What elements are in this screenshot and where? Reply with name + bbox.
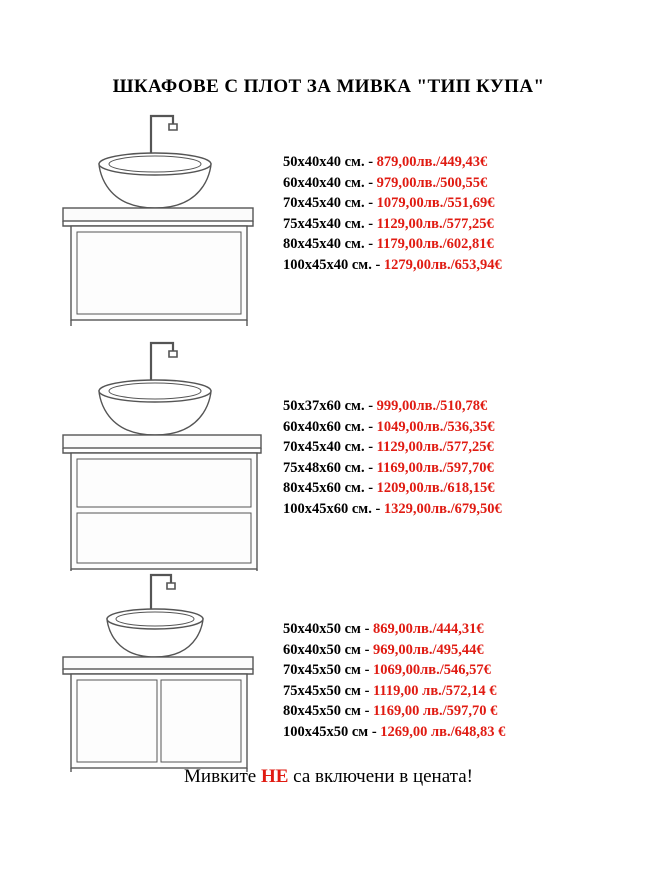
price-row [283,722,505,743]
footer-note [0,766,657,788]
dimension-label: 100x45x50 см - [283,723,381,740]
price-row [283,701,505,722]
dimension-label: 80x45x40 см. - [283,236,377,252]
vanity-unit-two-doors [55,573,275,773]
page-title: ШКАФОВЕ С ПЛОТ ЗА МИВКА "ТИП КУПА" [112,76,545,97]
dimension-label: 80x45x60 см. - [283,480,377,496]
vanity-unit-single-drawer [55,104,275,329]
price-value: 969,00лв./495,44€ [373,641,484,658]
price-row [283,478,502,499]
dimension-label: 75x45x40 см. - [283,215,377,232]
price-value: 1169,00 лв./597,70 € [373,703,498,719]
price-list-block-3 [283,619,505,742]
price-row [283,660,505,681]
price-value: 1049,00лв./536,35€ [376,418,495,435]
price-row [283,499,502,520]
price-value: 1329,00лв./679,50€ [383,500,502,517]
price-row [283,152,502,173]
dimension-label: 70x45x50 см - [283,662,374,678]
price-value: 979,00лв./500,55€ [376,174,488,191]
price-value: 1069,00лв./546,57€ [373,662,491,678]
dimension-label: 50x40x40 см. - [283,154,377,170]
dimension-label: 50x37x60 см. - [283,398,377,414]
price-value: 1129,00лв./577,25€ [376,215,494,232]
price-list-block-2 [283,396,502,519]
price-value: 1279,00лв./653,94€ [383,256,502,273]
price-value: 1079,00лв./551,69€ [376,195,495,211]
footer-note-negation: НЕ [260,766,289,787]
price-row [283,255,502,276]
illustrations-column [55,104,275,764]
dimension-label: 75x45x50 см - [283,682,374,699]
price-row [283,437,502,458]
price-value: 1129,00лв./577,25€ [376,439,494,455]
price-row [283,193,502,214]
dimension-label: 50x40x50 см - [283,621,374,637]
dimension-label: 70x45x40 см. - [283,439,377,455]
price-value: 999,00лв./510,78€ [376,398,488,414]
footer-note-before: Мивките [184,766,261,787]
price-row [283,396,502,417]
dimension-label: 80x45x50 см - [283,703,374,719]
dimension-label: 60x40x50 см - [283,641,374,658]
dimension-label: 100x45x40 см. - [283,256,384,273]
price-value: 1269,00 лв./648,83 € [380,723,506,740]
price-value: 1209,00лв./618,15€ [376,480,495,496]
dimension-label: 60x40x40 см. - [283,174,377,191]
price-value: 1169,00лв./597,70€ [376,459,494,476]
dimension-label: 100x45x60 см. - [283,500,384,517]
price-value: 869,00лв./444,31€ [373,621,484,637]
price-row [283,417,502,438]
dimension-label: 70x45x40 см. - [283,195,377,211]
vanity-unit-two-drawers [55,331,275,571]
price-row [283,619,505,640]
dimension-label: 60x40x60 см. - [283,418,377,435]
price-row [283,234,502,255]
price-value: 1119,00 лв./572,14 € [373,682,497,699]
price-value: 1179,00лв./602,81€ [376,236,494,252]
footer-note-after: са включени в цената! [288,766,473,787]
price-list-block-1 [283,152,502,275]
price-row [283,173,502,194]
price-row [283,214,502,235]
price-value: 879,00лв./449,43€ [376,154,488,170]
price-row [283,681,505,702]
price-row [283,640,505,661]
price-row [283,458,502,479]
dimension-label: 75x48x60 см. - [283,459,377,476]
